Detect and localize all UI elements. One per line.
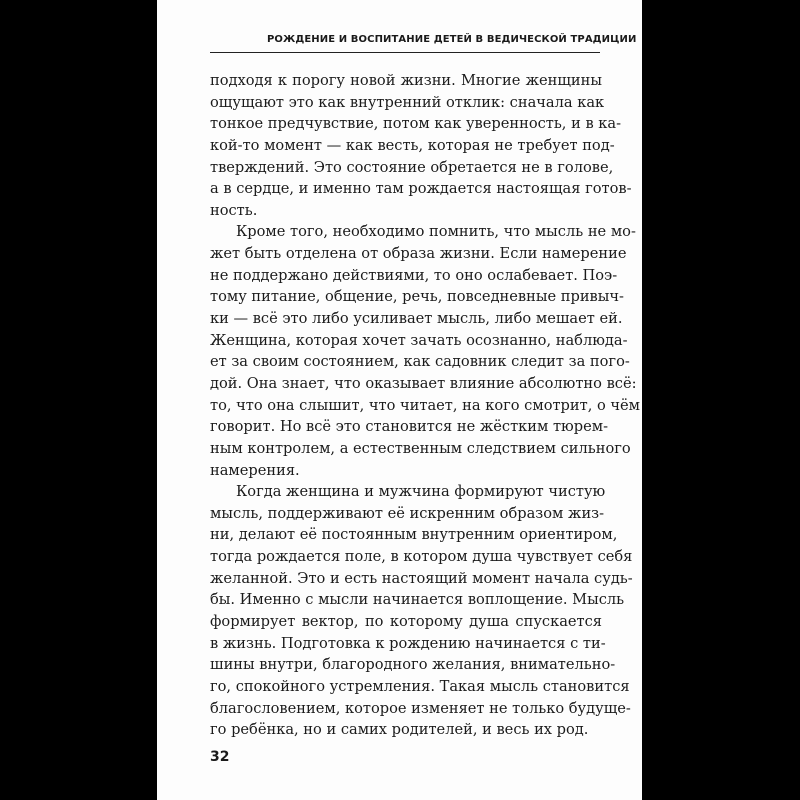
text-line: ность. — [210, 201, 258, 219]
text-line: тверждений. Это состояние обретается не в голове, — [210, 158, 614, 176]
text-line: ощущают это как внутренний отклик: сначала как — [210, 93, 605, 111]
text-line: кой-то момент — как весть, которая не требует под- — [210, 136, 615, 154]
text-line: бы. Именно с мысли начинается воплощение. Мысль — [210, 591, 625, 609]
text-line: Когда женщина и мужчина формируют чистую — [236, 483, 606, 501]
header-rule — [210, 52, 600, 53]
text-line: формирует вектор, по которому душа спускается — [210, 613, 602, 631]
body-text — [210, 70, 641, 741]
scan-border-right — [642, 0, 800, 800]
text-line: Женщина, которая хочет зачать осознанно, наблюда- — [210, 331, 628, 349]
text-line: ным контролем, а естественным следствием сильного — [210, 439, 631, 457]
text-line: то, что она слышит, что читает, на кого смотрит, о чём — [210, 396, 641, 414]
text-line: подходя к порогу новой жизни. Многие женщины — [210, 72, 602, 89]
book-page — [157, 0, 642, 800]
text-line: го ребёнка, но и самих родителей, и весь их род. — [210, 721, 589, 739]
text-line: дой. Она знает, что оказывает влияние абсолютно всё: — [210, 374, 637, 392]
text-line: в жизнь. Подготовка к рождению начинается с ти- — [210, 634, 606, 652]
text-line: говорит. Но всё это становится не жёстким тюрем- — [210, 418, 609, 436]
text-line: тому питание, общение, речь, повседневные привыч- — [210, 288, 624, 306]
text-line: тогда рождается поле, в котором душа чувствует себя — [210, 548, 633, 566]
text-line: тонкое предчувствие, потом как уверенность, и в ка- — [210, 115, 622, 133]
text-line: ет за своим состоянием, как садовник следит за пого- — [210, 353, 630, 371]
scan-border-left — [0, 0, 157, 800]
text-line: а в сердце, и именно там рождается настоящая готов- — [210, 180, 632, 198]
text-line: мысль, поддерживают её искренним образом жиз- — [210, 504, 605, 522]
page-number: 32 — [210, 749, 230, 765]
text-line: жет быть отделена от образа жизни. Если намерение — [210, 245, 627, 263]
text-line: благословением, которое изменяет не только будуще- — [210, 699, 631, 717]
text-line: желанной. Это и есть настоящий момент начала судь- — [210, 569, 633, 587]
running-head: РОЖДЕНИЕ И ВОСПИТАНИЕ ДЕТЕЙ В ВЕДИЧЕСКОЙ ТРАДИЦИИ — [267, 34, 637, 45]
text-line: не поддержано действиями, то оно ослабевает. Поэ- — [210, 266, 618, 284]
text-line: го, спокойного устремления. Такая мысль становится — [210, 677, 630, 695]
text-line: ни, делают её постоянным внутренним ориентиром, — [210, 526, 618, 544]
text-line: Кроме того, необходимо помнить, что мысль не мо- — [236, 223, 636, 241]
text-line: шины внутри, благородного желания, внимательно- — [210, 656, 616, 674]
text-line: ки — всё это либо усиливает мысль, либо мешает ей. — [210, 310, 623, 328]
text-line: намерения. — [210, 461, 300, 479]
